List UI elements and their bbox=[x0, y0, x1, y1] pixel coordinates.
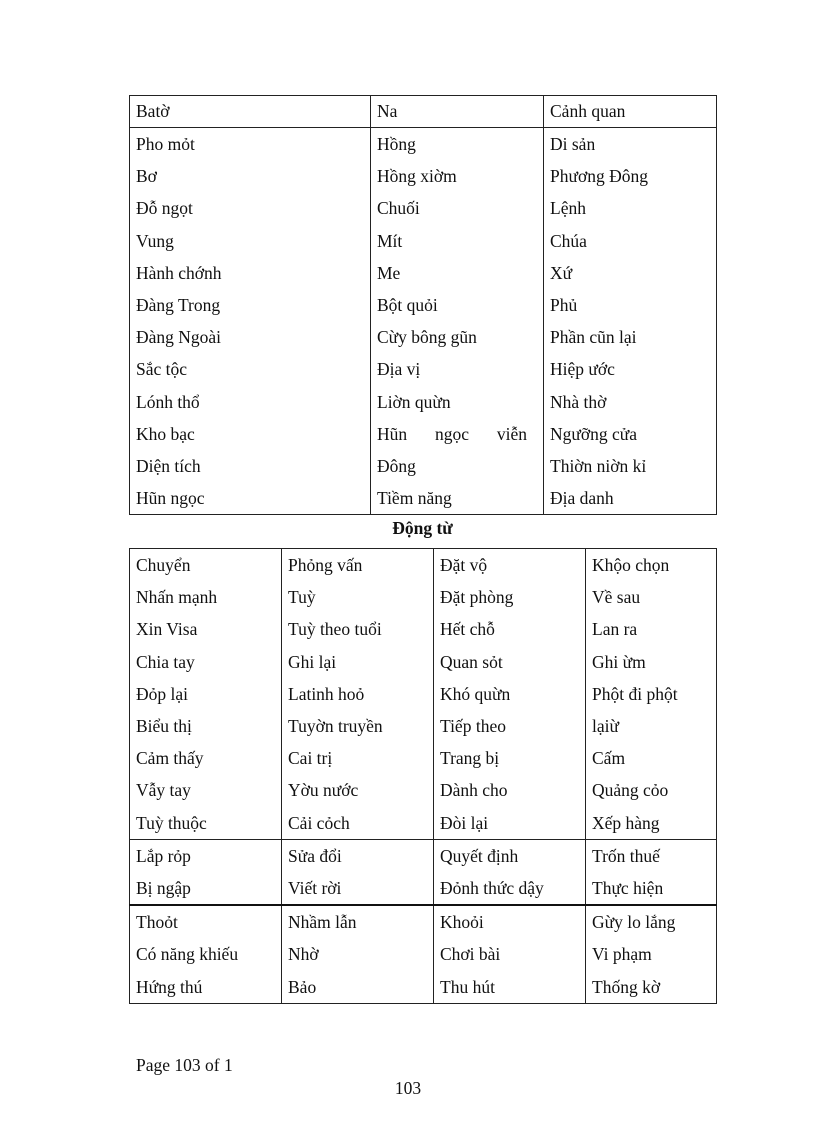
table-cell: Tuỳ theo tuổi bbox=[282, 613, 434, 645]
table-row bbox=[130, 839, 717, 872]
noun-table-header-cell: Na bbox=[371, 96, 544, 128]
table-cell: Tiếp theo bbox=[434, 710, 586, 742]
table-row bbox=[130, 678, 717, 710]
table-row bbox=[130, 905, 717, 938]
table-cell: Ngưỡng cửa bbox=[544, 418, 717, 450]
table-cell: Thu hút bbox=[434, 971, 586, 1004]
table-row bbox=[130, 971, 717, 1004]
table-cell: Hứng thú bbox=[130, 971, 282, 1004]
table-cell: Hồng bbox=[371, 128, 544, 161]
table-cell: Xếp hàng bbox=[586, 807, 717, 840]
table-cell: Yờu nước bbox=[282, 774, 434, 806]
table-cell: Nhà thờ bbox=[544, 386, 717, 418]
table-cell: Diện tích bbox=[130, 450, 371, 482]
table-cell: Biểu thị bbox=[130, 710, 282, 742]
table-cell: Ghi lại bbox=[282, 646, 434, 678]
page-number: 103 bbox=[394, 1078, 422, 1098]
table-cell: Trang bị bbox=[434, 742, 586, 774]
table-cell: Đặt vộ bbox=[434, 549, 586, 582]
table-cell: Bơ bbox=[130, 160, 371, 192]
table-cell: Quan sỏt bbox=[434, 646, 586, 678]
table-row bbox=[130, 613, 717, 645]
table-cell: Hũn ngọc bbox=[130, 482, 371, 515]
table-row bbox=[130, 872, 717, 905]
table-row bbox=[130, 225, 717, 257]
table-cell: Đông bbox=[371, 450, 544, 482]
table-cell: Phột đi phột bbox=[586, 678, 717, 710]
table-cell: Latinh hoỏ bbox=[282, 678, 434, 710]
table-cell: Cải cỏch bbox=[282, 807, 434, 840]
table-row bbox=[130, 482, 717, 515]
table-cell: Đòi lại bbox=[434, 807, 586, 840]
table-cell: Me bbox=[371, 257, 544, 289]
table-cell: Có năng khiếu bbox=[130, 938, 282, 970]
table-row bbox=[130, 418, 717, 450]
table-cell: Liờn quừn bbox=[371, 386, 544, 418]
table-cell: Bột quỏi bbox=[371, 289, 544, 321]
table-row bbox=[130, 289, 717, 321]
table-cell: Đàng Ngoài bbox=[130, 321, 371, 353]
noun-table-header-cell: Batờ bbox=[130, 96, 371, 128]
table-row bbox=[130, 938, 717, 970]
table-cell: Địa vị bbox=[371, 353, 544, 385]
table-cell: Đặt phòng bbox=[434, 581, 586, 613]
table-row bbox=[130, 321, 717, 353]
table-cell: Tiềm năng bbox=[371, 482, 544, 515]
table-cell: Xứ bbox=[544, 257, 717, 289]
table-cell: Địa danh bbox=[544, 482, 717, 515]
noun-table-header-cell: Cảnh quan bbox=[544, 96, 717, 128]
table-row bbox=[130, 581, 717, 613]
table-cell: Thiờn niờn kỉ bbox=[544, 450, 717, 482]
table-cell: Đỗ ngọt bbox=[130, 192, 371, 224]
table-cell: Thực hiện bbox=[586, 872, 717, 905]
table-cell: Phương Đông bbox=[544, 160, 717, 192]
table-cell: Phủ bbox=[544, 289, 717, 321]
table-row bbox=[130, 160, 717, 192]
table-cell: Chúa bbox=[544, 225, 717, 257]
word: viễn bbox=[496, 423, 527, 444]
table-cell: Nhờ bbox=[282, 938, 434, 970]
table-cell: Nhấn mạnh bbox=[130, 581, 282, 613]
table-cell: Phần cũn lại bbox=[544, 321, 717, 353]
table-row bbox=[130, 450, 717, 482]
noun-table-header-row bbox=[130, 96, 717, 128]
table-cell: Hết chỗ bbox=[434, 613, 586, 645]
table-cell: Xin Visa bbox=[130, 613, 282, 645]
table-row bbox=[130, 192, 717, 224]
table-row bbox=[130, 549, 717, 582]
table-cell: Về sau bbox=[586, 581, 717, 613]
table-cell: Nhầm lẫn bbox=[282, 905, 434, 938]
table-cell: Phỏng vấn bbox=[282, 549, 434, 582]
verb-table bbox=[129, 548, 717, 1004]
table-cell bbox=[371, 418, 544, 450]
table-cell: Thống kờ bbox=[586, 971, 717, 1004]
table-cell: Viết rời bbox=[282, 872, 434, 905]
table-cell: Dành cho bbox=[434, 774, 586, 806]
table-cell: Đỏp lại bbox=[130, 678, 282, 710]
table-row bbox=[130, 774, 717, 806]
table-cell: Khoỏi bbox=[434, 905, 586, 938]
table-cell: Đỏnh thức dậy bbox=[434, 872, 586, 905]
table-cell: Chuyển bbox=[130, 549, 282, 582]
table-cell: Cảm thấy bbox=[130, 742, 282, 774]
table-cell: Lệnh bbox=[544, 192, 717, 224]
table-cell: Mít bbox=[371, 225, 544, 257]
table-cell: Pho mỏt bbox=[130, 128, 371, 161]
table-cell: Bị ngập bbox=[130, 872, 282, 905]
page-label: Page 103 of 1 bbox=[136, 1055, 233, 1075]
table-cell: Chơi bài bbox=[434, 938, 586, 970]
table-cell: Trốn thuế bbox=[586, 839, 717, 872]
table-cell: Kho bạc bbox=[130, 418, 371, 450]
table-cell: Ghi ừm bbox=[586, 646, 717, 678]
table-cell: Tuỳ thuộc bbox=[130, 807, 282, 840]
table-cell: Chia tay bbox=[130, 646, 282, 678]
table-cell: Khộo chọn bbox=[586, 549, 717, 582]
table-cell: Gừy lo lắng bbox=[586, 905, 717, 938]
table-cell: Cừy bông gũn bbox=[371, 321, 544, 353]
table-row bbox=[130, 646, 717, 678]
table-cell: Hồng xiờm bbox=[371, 160, 544, 192]
table-cell: Lónh thổ bbox=[130, 386, 371, 418]
table-cell: Vung bbox=[130, 225, 371, 257]
table-cell: Lắp rỏp bbox=[130, 839, 282, 872]
table-cell: Cấm bbox=[586, 742, 717, 774]
table-cell: Di sản bbox=[544, 128, 717, 161]
table-cell: Cai trị bbox=[282, 742, 434, 774]
table-cell: Chuối bbox=[371, 192, 544, 224]
table-cell: Sắc tộc bbox=[130, 353, 371, 385]
word: ngọc bbox=[434, 423, 470, 444]
table-row bbox=[130, 742, 717, 774]
table-cell: Thoỏt bbox=[130, 905, 282, 938]
table-row bbox=[130, 710, 717, 742]
table-cell: lạiừ bbox=[586, 710, 717, 742]
noun-table bbox=[129, 95, 717, 515]
table-row bbox=[130, 128, 717, 161]
table-cell: Sửa đổi bbox=[282, 839, 434, 872]
verb-section-title: Động từ bbox=[392, 518, 453, 538]
table-cell: Tuỳ bbox=[282, 581, 434, 613]
table-cell: Lan ra bbox=[586, 613, 717, 645]
table-cell: Quảng cỏo bbox=[586, 774, 717, 806]
table-row bbox=[130, 353, 717, 385]
table-cell: Bảo bbox=[282, 971, 434, 1004]
table-cell: Quyết định bbox=[434, 839, 586, 872]
table-cell: Vẫy tay bbox=[130, 774, 282, 806]
table-row bbox=[130, 257, 717, 289]
table-cell: Tuyờn truyền bbox=[282, 710, 434, 742]
table-cell: Đàng Trong bbox=[130, 289, 371, 321]
table-row bbox=[130, 386, 717, 418]
table-cell: Hiệp ước bbox=[544, 353, 717, 385]
word: Hũn bbox=[377, 423, 408, 444]
table-row bbox=[130, 807, 717, 840]
table-cell: Hành chớnh bbox=[130, 257, 371, 289]
table-cell: Khó quừn bbox=[434, 678, 586, 710]
table-cell: Vi phạm bbox=[586, 938, 717, 970]
justified-text bbox=[377, 418, 537, 450]
